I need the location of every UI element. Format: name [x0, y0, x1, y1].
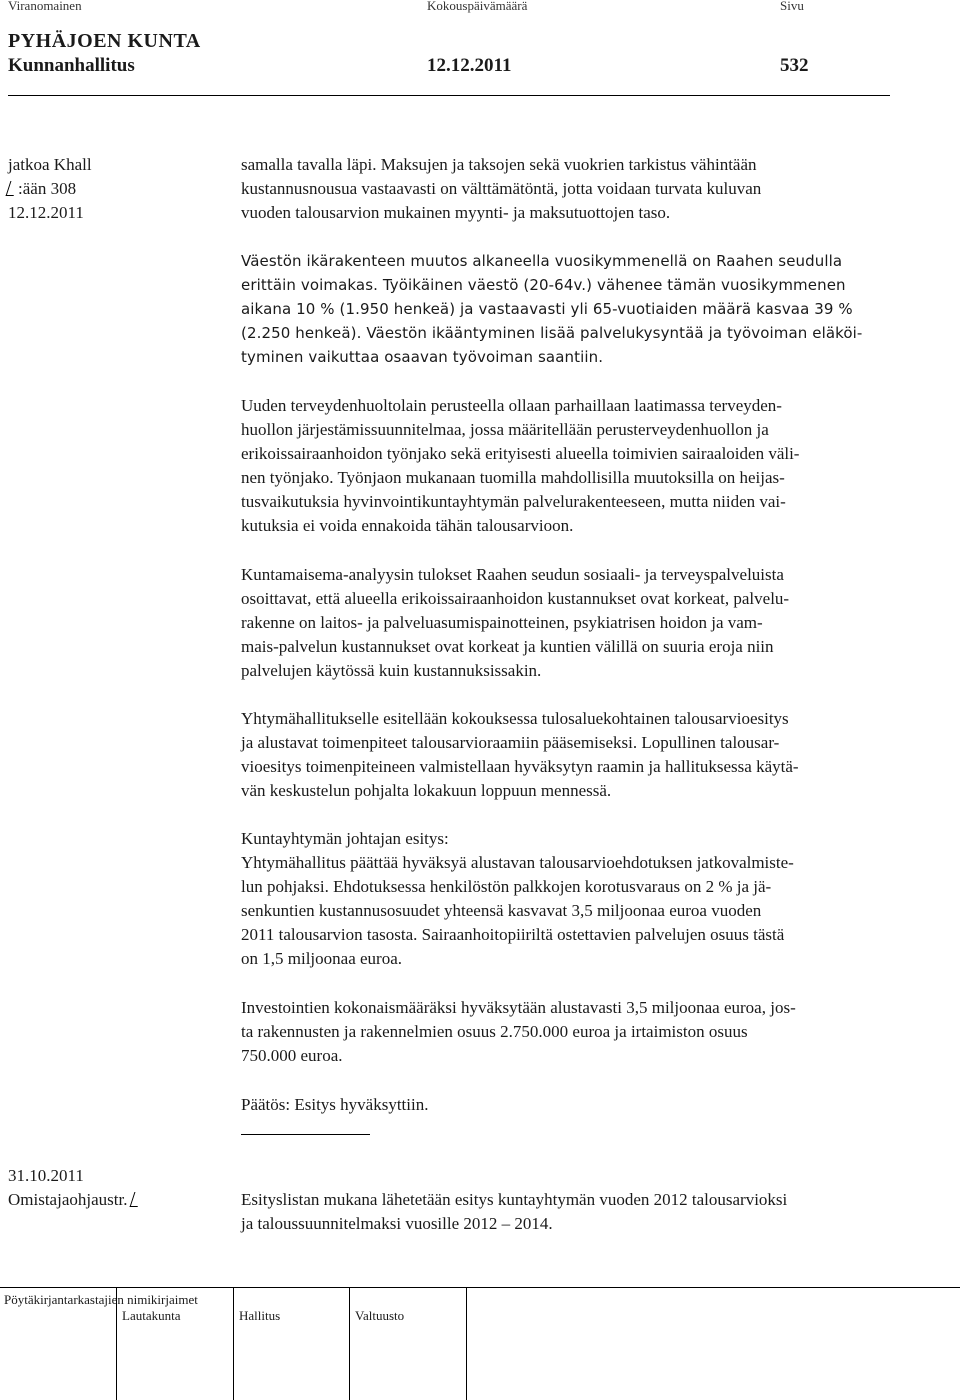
text-line: Väestön ikärakenteen muutos alkaneella vuosikymmenellä on Raahen seudulla — [241, 252, 843, 270]
check-mark-icon — [129, 1192, 142, 1207]
header-rule — [8, 95, 890, 96]
check-mark-icon — [6, 181, 19, 196]
text-line: Uuden terveydenhuoltolain perusteella ollaan parhaillaan laatimassa terveyden- — [241, 396, 782, 415]
header-label-meeting-date: Kokouspäivämäärä — [427, 0, 528, 13]
text-line: osoittavat, että alueella erikoissairaanhoidon kustannukset ovat korkeat, palvelu- — [241, 589, 790, 608]
margin-line: 31.10.2011 — [8, 1166, 84, 1185]
header-label-authority: Viranomainen — [8, 0, 82, 13]
text-line: tusvaikutuksia hyvinvointikuntayhtymän palvelurakenteeseen, mutta niiden vai- — [241, 492, 786, 511]
decision-rule — [241, 1134, 370, 1135]
margin-line: :ään 308 — [8, 177, 228, 201]
margin-note-first — [8, 153, 228, 225]
text-line: vioesitys toimenpiteineen valmistellaan hyväksytyn raamin ja hallituksessa käytä- — [241, 757, 799, 776]
text-line: lun pohjaksi. Ehdotuksessa henkilöstön palkkojen korotusvaraus on 2 % ja jä- — [241, 877, 772, 896]
footer-divider — [349, 1288, 350, 1400]
text-line: Esityslistan mukana lähetetään esitys kuntayhtymän vuoden 2012 talousarvioksi — [241, 1190, 788, 1209]
text-line: tyminen vaikuttaa osaavan työvoiman saantiin. — [241, 348, 604, 366]
paragraph-1 — [241, 153, 911, 225]
footer-divider — [116, 1288, 117, 1400]
page-number: 532 — [780, 55, 809, 76]
body-name: Kunnanhallitus — [8, 55, 135, 76]
paragraph-7 — [241, 996, 911, 1068]
margin-line: 12.12.2011 — [8, 203, 84, 222]
text-line: erittäin voimakas. Työikäinen väestö (20-64v.) vähenee tämän vuosikymmenen — [241, 276, 846, 294]
footer-col-council: Valtuusto — [355, 1308, 405, 1323]
paragraph-3 — [241, 394, 911, 538]
margin-line: jatkoa Khall — [8, 155, 92, 174]
text-line: Kuntamaisema-analyysin tulokset Raahen seudun sosiaali- ja terveyspalveluista — [241, 565, 784, 584]
meeting-date: 12.12.2011 — [427, 55, 512, 76]
paragraph-5 — [241, 707, 911, 803]
text-line: 750.000 euroa. — [241, 1046, 343, 1065]
signature-footer — [0, 1287, 960, 1400]
text-line: aikana 10 % (1.950 henkeä) ja vastaavasti yli 65-vuotiaiden määrä kasvaa 39 % — [241, 300, 853, 318]
header-label-page: Sivu — [780, 0, 804, 13]
text-line: senkuntien kustannusosuudet yhteensä kasvavat 3,5 miljoonaa euroa vuoden — [241, 901, 762, 920]
paragraph-9 — [241, 1188, 911, 1236]
text-line: Yhtymähallitus päättää hyväksyä alustavan talousarvioehdotuksen jatkovalmiste- — [241, 853, 794, 872]
margin-note-second — [8, 1164, 228, 1212]
text-line: ta rakennusten ja rakennelmien osuus 2.750.000 euroa ja irtaimiston osuus — [241, 1022, 748, 1041]
text-line: Kuntayhtymän johtajan esitys: — [241, 829, 449, 848]
text-line: Päätös: Esitys hyväksyttiin. — [241, 1095, 429, 1114]
text-line: (2.250 henkeä). Väestön ikääntyminen lisää palvelukysyntää ja työvoiman eläköi- — [241, 324, 863, 342]
paragraph-2 — [241, 249, 911, 369]
text-line: Yhtymähallitukselle esitellään kokouksessa tulosaluekohtainen talousarvioesitys — [241, 709, 789, 728]
footer-col-executive: Hallitus — [239, 1308, 281, 1323]
text-line: samalla tavalla läpi. Maksujen ja taksojen sekä vuokrien tarkistus vähintään — [241, 155, 757, 174]
text-line: nen työnjako. Työnjaon mukanaan tuomilla mahdollisilla muutoksilla on heijas- — [241, 468, 785, 487]
text-line: vän keskustelun pohjalta lokakuun loppuun mennessä. — [241, 781, 612, 800]
organization-name: PYHÄJOEN KUNTA — [8, 30, 201, 52]
text-line: mais-palvelun kustannukset ovat korkeat ja kuntien välillä on suuria eroja niin — [241, 637, 774, 656]
text-line: ja alustavat toimenpiteet talousarvioraamiin pääsemiseksi. Lopullinen talousar- — [241, 733, 780, 752]
text-line: kustannusnousua vastaavasti on välttämätöntä, jotta voidaan turvata kuluvan — [241, 179, 762, 198]
text-line: palvelujen käytössä kuin kustannuksissakin. — [241, 661, 542, 680]
text-line: huollon järjestämissuunnitelmaa, jossa määritellään perusterveydenhuollon ja — [241, 420, 769, 439]
text-line: ja taloussuunnitelmaksi vuosille 2012 – 2014. — [241, 1214, 553, 1233]
paragraph-4 — [241, 563, 911, 683]
text-line: vuoden talousarvion mukainen myynti- ja maksutuottojen taso. — [241, 203, 671, 222]
text-line: rakenne on laitos- ja palveluasumispainotteinen, psykiatrisen hoidon ja vam- — [241, 613, 763, 632]
footer-title: Pöytäkirjantarkastajien nimikirjaimet — [4, 1292, 198, 1307]
footer-divider — [466, 1288, 467, 1400]
footer-divider — [233, 1288, 234, 1400]
decision-paragraph — [241, 1093, 911, 1117]
footer-col-board: Lautakunta — [122, 1308, 181, 1323]
text-line: on 1,5 miljoonaa euroa. — [241, 949, 402, 968]
text-line: kutuksia ei voida ennakoida tähän talousarvioon. — [241, 516, 574, 535]
paragraph-6 — [241, 827, 911, 971]
text-line: erikoissairaanhoidon työnjako sekä erityisesti alueella toimivien sairaaloiden väli- — [241, 444, 800, 463]
text-line: 2011 talousarvion tasosta. Sairaanhoitopiiriltä ostettavien palvelujen osuus tästä — [241, 925, 785, 944]
text-line: Investointien kokonaismääräksi hyväksytään alustavasti 3,5 miljoonaa euroa, jos- — [241, 998, 796, 1017]
margin-line: Omistajaohjaustr. — [8, 1188, 228, 1212]
